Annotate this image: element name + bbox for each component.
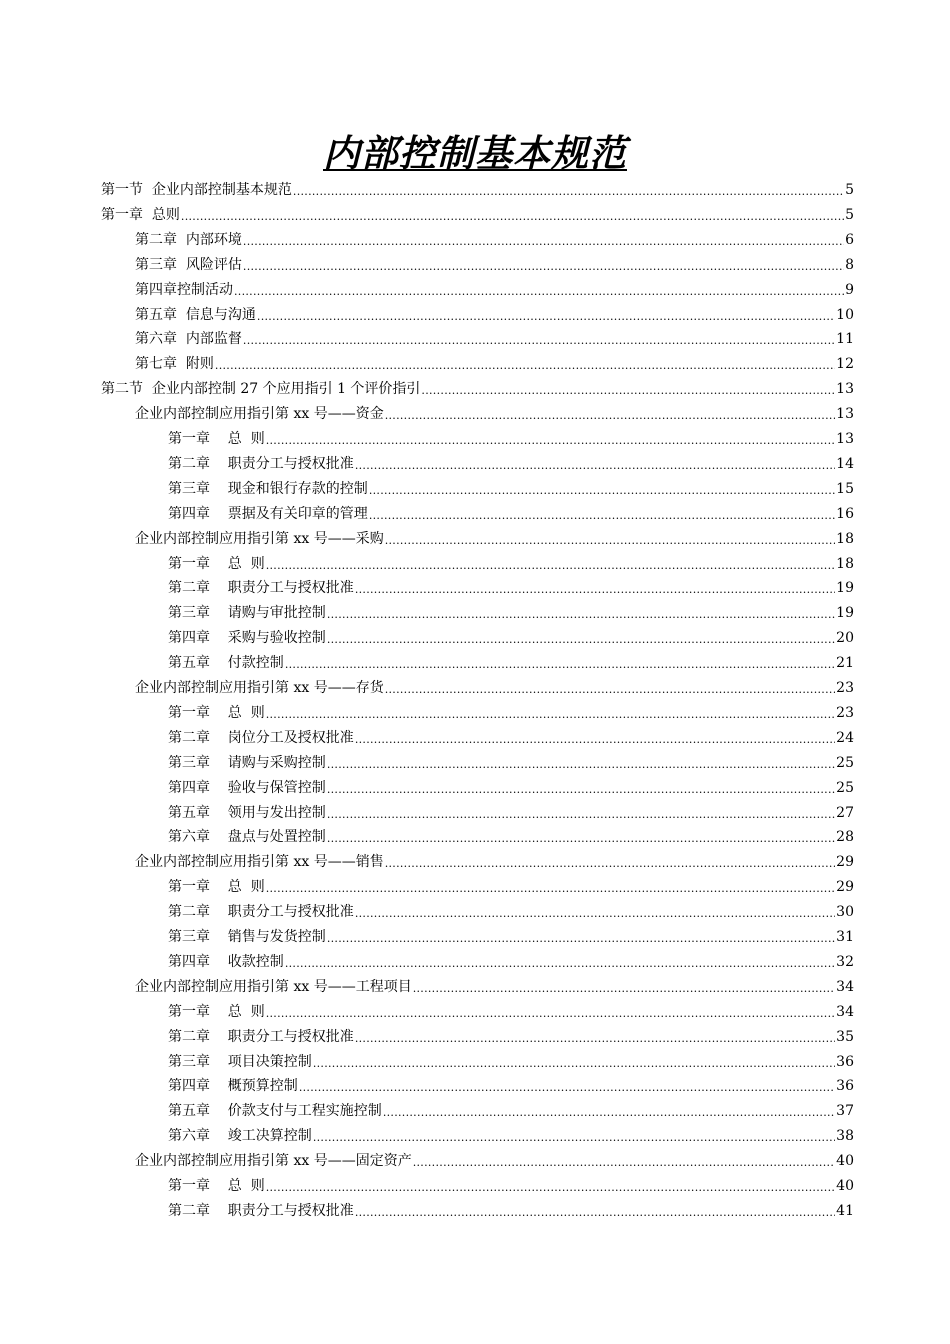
toc-entry-page-number: 6 bbox=[845, 231, 854, 248]
toc-entry-page-number: 40 bbox=[836, 1178, 854, 1194]
toc-dot-leader bbox=[181, 210, 844, 224]
toc-entry-page-number: 36 bbox=[836, 1078, 854, 1095]
toc-entry-label: 企业内部控制应用指引第 xx 号——存货 bbox=[135, 680, 384, 696]
toc-entry-label: 第三章 请购与审批控制 bbox=[168, 605, 326, 622]
toc-dot-leader bbox=[243, 235, 844, 249]
toc-entry[interactable] bbox=[168, 947, 854, 971]
toc-entry[interactable] bbox=[168, 474, 854, 498]
toc-dot-leader bbox=[383, 1106, 835, 1120]
toc-entry-label: 第三章 现金和银行存款的控制 bbox=[168, 480, 368, 497]
toc-entry[interactable] bbox=[168, 598, 854, 622]
toc-entry-label: 第七章 附则 bbox=[135, 356, 214, 373]
toc-dot-leader bbox=[266, 1007, 835, 1021]
toc-entry[interactable] bbox=[168, 723, 854, 747]
toc-entry-page-number: 27 bbox=[836, 804, 854, 821]
toc-entry-page-number: 8 bbox=[845, 256, 854, 273]
toc-entry[interactable] bbox=[135, 972, 854, 996]
toc-entry[interactable] bbox=[168, 648, 854, 672]
toc-entry-label: 第六章 竣工决算控制 bbox=[168, 1128, 312, 1145]
toc-dot-leader bbox=[355, 1206, 835, 1220]
toc-entry[interactable] bbox=[168, 1071, 854, 1095]
toc-entry-label: 第五章 付款控制 bbox=[168, 655, 284, 672]
toc-entry-page-number: 35 bbox=[836, 1028, 854, 1045]
toc-entry-page-number: 28 bbox=[836, 829, 854, 846]
toc-entry-label: 第六章 盘点与处置控制 bbox=[168, 829, 326, 846]
toc-entry-page-number: 24 bbox=[836, 729, 854, 746]
toc-dot-leader bbox=[313, 1057, 835, 1071]
toc-dot-leader bbox=[355, 1032, 835, 1046]
toc-entry-label: 第五章 领用与发出控制 bbox=[168, 804, 326, 821]
toc-entry[interactable] bbox=[168, 698, 854, 722]
toc-dot-leader bbox=[293, 185, 844, 199]
toc-entry-label: 第二节 企业内部控制 27 个应用指引 1 个评价指引 bbox=[101, 381, 421, 398]
toc-entry-label: 第四章 概预算控制 bbox=[168, 1078, 298, 1095]
toc-dot-leader bbox=[413, 982, 835, 996]
toc-dot-leader bbox=[355, 907, 835, 921]
toc-entry-label: 第一节 企业内部控制基本规范 bbox=[101, 182, 292, 198]
toc-dot-leader bbox=[266, 434, 835, 448]
toc-entry[interactable] bbox=[168, 573, 854, 597]
toc-entry[interactable] bbox=[135, 300, 854, 324]
toc-entry[interactable] bbox=[168, 773, 854, 797]
toc-entry-label: 第一章 总 则 bbox=[168, 1003, 265, 1020]
toc-entry-page-number: 13 bbox=[836, 381, 854, 398]
toc-dot-leader bbox=[266, 882, 835, 896]
toc-entry-label: 第一章 总 则 bbox=[168, 704, 265, 721]
toc-entry[interactable] bbox=[135, 673, 854, 697]
toc-dot-leader bbox=[243, 334, 835, 348]
toc-entry[interactable] bbox=[168, 424, 854, 448]
toc-entry-label: 第二章 职责分工与授权批准 bbox=[168, 580, 354, 597]
toc-entry-label: 第一章 总 则 bbox=[168, 555, 265, 572]
toc-entry[interactable] bbox=[168, 1047, 854, 1071]
toc-entry[interactable] bbox=[168, 1121, 854, 1145]
toc-dot-leader bbox=[327, 758, 835, 772]
toc-entry[interactable] bbox=[168, 1196, 854, 1220]
toc-entry[interactable] bbox=[168, 798, 854, 822]
toc-entry-page-number: 41 bbox=[836, 1202, 854, 1219]
toc-entry[interactable] bbox=[168, 822, 854, 846]
toc-entry-page-number: 13 bbox=[836, 431, 854, 447]
toc-entry-page-number: 36 bbox=[836, 1053, 854, 1070]
toc-entry-label: 第一章 总 则 bbox=[168, 431, 265, 447]
toc-entry-label: 第二章 职责分工与授权批准 bbox=[168, 904, 354, 921]
toc-dot-leader bbox=[234, 285, 844, 299]
toc-entry[interactable] bbox=[168, 1171, 854, 1195]
toc-entry-page-number: 34 bbox=[836, 1003, 854, 1020]
toc-entry[interactable] bbox=[135, 275, 854, 299]
toc-dot-leader bbox=[266, 1181, 835, 1195]
toc-dot-leader bbox=[327, 608, 835, 622]
toc-dot-leader bbox=[385, 534, 835, 548]
toc-entry-page-number: 18 bbox=[836, 555, 854, 572]
toc-entry-page-number: 18 bbox=[836, 530, 854, 547]
toc-entry-page-number: 11 bbox=[836, 331, 854, 348]
toc-entry[interactable] bbox=[101, 175, 854, 199]
toc-entry-page-number: 5 bbox=[845, 206, 854, 223]
toc-entry-label: 第二章 职责分工与授权批准 bbox=[168, 1202, 354, 1219]
document-title: 内部控制基本规范 bbox=[323, 131, 627, 175]
toc-entry-label: 第五章 价款支付与工程实施控制 bbox=[168, 1103, 382, 1120]
toc-dot-leader bbox=[369, 509, 835, 523]
toc-dot-leader bbox=[385, 683, 835, 697]
toc-entry-page-number: 12 bbox=[836, 356, 854, 373]
toc-entry-label: 第四章 验收与保管控制 bbox=[168, 779, 326, 796]
toc-entry[interactable] bbox=[135, 524, 854, 548]
toc-entry-page-number: 23 bbox=[836, 704, 854, 721]
toc-dot-leader bbox=[355, 733, 835, 747]
toc-entry-page-number: 19 bbox=[836, 605, 854, 622]
toc-dot-leader bbox=[327, 783, 835, 797]
toc-entry-page-number: 10 bbox=[836, 306, 854, 323]
toc-dot-leader bbox=[421, 384, 835, 398]
toc-dot-leader bbox=[299, 1081, 835, 1095]
toc-entry-label: 第四章 票据及有关印章的管理 bbox=[168, 505, 368, 522]
toc-dot-leader bbox=[327, 633, 835, 647]
toc-entry[interactable] bbox=[135, 324, 854, 348]
toc-entry[interactable] bbox=[168, 922, 854, 946]
toc-entry[interactable] bbox=[168, 449, 854, 473]
toc-entry-label: 第二章 职责分工与授权批准 bbox=[168, 1028, 354, 1045]
toc-entry-page-number: 19 bbox=[836, 580, 854, 597]
toc-dot-leader bbox=[327, 808, 835, 822]
toc-entry-page-number: 9 bbox=[845, 281, 854, 298]
toc-entry[interactable] bbox=[135, 1146, 854, 1170]
toc-entry-page-number: 31 bbox=[836, 929, 854, 945]
toc-dot-leader bbox=[385, 409, 835, 423]
toc-entry-label: 第四章控制活动 bbox=[135, 281, 233, 298]
toc-dot-leader bbox=[355, 459, 835, 473]
toc-entry-label: 第一章 总则 bbox=[101, 206, 180, 223]
toc-entry-label: 第六章 内部监督 bbox=[135, 331, 242, 348]
toc-entry-label: 第三章 项目决策控制 bbox=[168, 1053, 312, 1070]
toc-entry[interactable] bbox=[168, 1096, 854, 1120]
toc-entry-page-number: 37 bbox=[836, 1103, 854, 1120]
toc-entry[interactable] bbox=[168, 748, 854, 772]
toc-entry-page-number: 32 bbox=[836, 953, 854, 970]
toc-entry-label: 第四章 采购与验收控制 bbox=[168, 630, 326, 647]
toc-entry-label: 第二章 岗位分工及授权批准 bbox=[168, 729, 354, 746]
toc-dot-leader bbox=[266, 559, 835, 573]
toc-dot-leader bbox=[355, 583, 835, 597]
toc-entry[interactable] bbox=[101, 374, 854, 398]
toc-entry-page-number: 20 bbox=[836, 630, 854, 647]
toc-entry-page-number: 16 bbox=[836, 505, 854, 522]
toc-entry[interactable] bbox=[168, 897, 854, 921]
toc-entry[interactable] bbox=[101, 200, 854, 224]
toc-entry-label: 企业内部控制应用指引第 xx 号——资金 bbox=[135, 406, 384, 423]
toc-entry[interactable] bbox=[168, 623, 854, 647]
toc-entry-label: 第三章 风险评估 bbox=[135, 256, 242, 273]
toc-entry[interactable] bbox=[135, 399, 854, 423]
toc-entry[interactable] bbox=[168, 549, 854, 573]
toc-entry-page-number: 38 bbox=[836, 1128, 854, 1145]
toc-entry-label: 第二章 职责分工与授权批准 bbox=[168, 455, 354, 472]
toc-entry-label: 企业内部控制应用指引第 xx 号——销售 bbox=[135, 854, 384, 871]
toc-entry-page-number: 13 bbox=[836, 406, 854, 423]
toc-entry-label: 第一章 总 则 bbox=[168, 879, 265, 896]
toc-entry-page-number: 15 bbox=[836, 480, 854, 497]
toc-dot-leader bbox=[285, 957, 835, 971]
toc-entry-page-number: 34 bbox=[836, 978, 854, 995]
toc-dot-leader bbox=[285, 658, 835, 672]
toc-entry-label: 第四章 收款控制 bbox=[168, 953, 284, 970]
toc-entry-label: 第一章 总 则 bbox=[168, 1178, 265, 1194]
toc-entry-label: 企业内部控制应用指引第 xx 号——固定资产 bbox=[135, 1153, 412, 1170]
toc-entry-label: 第三章 请购与采购控制 bbox=[168, 754, 326, 771]
toc-entry-page-number: 14 bbox=[836, 455, 854, 472]
toc-entry[interactable] bbox=[135, 349, 854, 373]
toc-entry[interactable] bbox=[168, 499, 854, 523]
toc-entry-label: 企业内部控制应用指引第 xx 号——工程项目 bbox=[135, 978, 412, 995]
toc-entry-page-number: 30 bbox=[836, 904, 854, 921]
toc-dot-leader bbox=[215, 359, 835, 373]
toc-dot-leader bbox=[243, 260, 844, 274]
toc-entry-page-number: 21 bbox=[836, 655, 854, 672]
toc-dot-leader bbox=[413, 1156, 835, 1170]
toc-dot-leader bbox=[257, 310, 835, 324]
toc-entry-page-number: 29 bbox=[836, 879, 854, 896]
toc-entry-page-number: 25 bbox=[836, 779, 854, 796]
toc-entry[interactable] bbox=[168, 997, 854, 1021]
toc-dot-leader bbox=[369, 484, 835, 498]
toc-dot-leader bbox=[327, 832, 835, 846]
toc-entry-page-number: 29 bbox=[836, 854, 854, 871]
toc-entry-label: 企业内部控制应用指引第 xx 号——采购 bbox=[135, 530, 384, 547]
toc-dot-leader bbox=[313, 1131, 835, 1145]
toc-entry-label: 第二章 内部环境 bbox=[135, 231, 242, 248]
toc-entry[interactable] bbox=[135, 847, 854, 871]
toc-entry-page-number: 40 bbox=[836, 1153, 854, 1170]
toc-entry[interactable] bbox=[135, 250, 854, 274]
toc-entry-page-number: 5 bbox=[845, 182, 854, 198]
toc-entry-page-number: 25 bbox=[836, 754, 854, 771]
toc-entry[interactable] bbox=[135, 225, 854, 249]
toc-dot-leader bbox=[266, 708, 835, 722]
toc-entry-label: 第三章 销售与发货控制 bbox=[168, 929, 326, 945]
toc-entry-label: 第五章 信息与沟通 bbox=[135, 306, 256, 323]
toc-entry[interactable] bbox=[168, 872, 854, 896]
toc-entry-page-number: 23 bbox=[836, 680, 854, 696]
toc-dot-leader bbox=[327, 932, 835, 946]
toc-entry[interactable] bbox=[168, 1022, 854, 1046]
toc-dot-leader bbox=[385, 857, 835, 871]
